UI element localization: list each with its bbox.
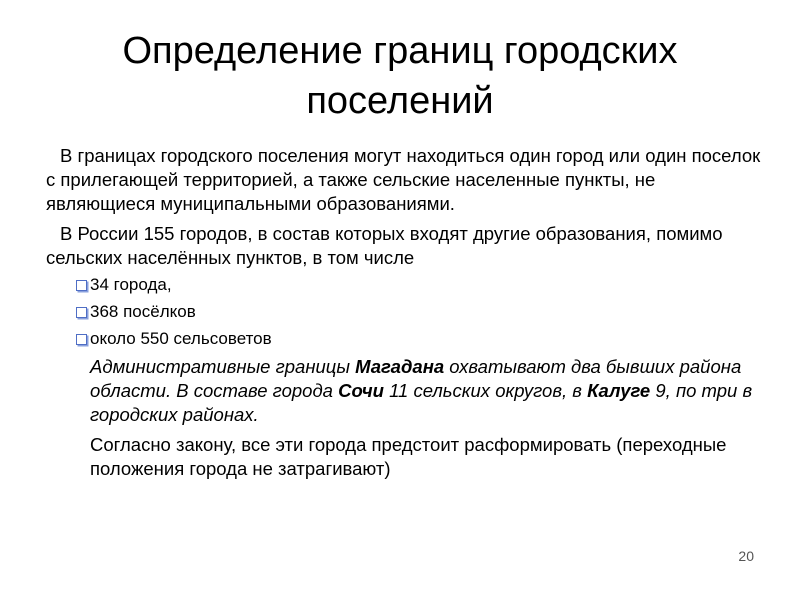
- list-item: [76, 301, 762, 323]
- note-text: Административные границы: [90, 356, 356, 377]
- checkbox-bullet-icon: [76, 307, 87, 318]
- city-sochi: Сочи: [338, 380, 384, 401]
- note-text: охватывают два бывших района области. В составе города: [90, 356, 742, 401]
- paragraph-boundaries: В границах городского поселения могут находиться один город или один поселок с прилегающей территорией, а также сельские населенные пункты, не являющиеся муниципальными образованиями.: [46, 145, 761, 214]
- note-text: 11 сельских округов, в: [383, 380, 588, 401]
- page-number: 20: [738, 548, 754, 564]
- sub-list: [42, 274, 762, 350]
- checkbox-bullet-icon: [76, 280, 87, 291]
- list-item-text: около 550 сельсоветов: [90, 329, 272, 348]
- list-item: [76, 328, 762, 350]
- city-magadan: Магадана: [355, 356, 445, 377]
- slide-title: Определение границ городских поселений: [122, 30, 678, 122]
- list-item: [76, 274, 762, 296]
- slide-body: [42, 144, 762, 481]
- list-item-text: 34 города,: [90, 275, 172, 294]
- law-note: Согласно закону, все эти города предстоит расформировать (переходные положения города не затрагивают): [90, 434, 727, 479]
- city-kaluga: Калуге: [587, 380, 651, 401]
- paragraph-russia-cities: В России 155 городов, в состав которых входят другие образования, помимо сельских населённых пунктов, в том числе: [46, 223, 723, 268]
- note-text: 9, по три в городских районах.: [90, 380, 753, 425]
- checkbox-bullet-icon: [76, 334, 87, 345]
- list-item-text: 368 посёлков: [90, 302, 196, 321]
- italic-note: [90, 355, 762, 427]
